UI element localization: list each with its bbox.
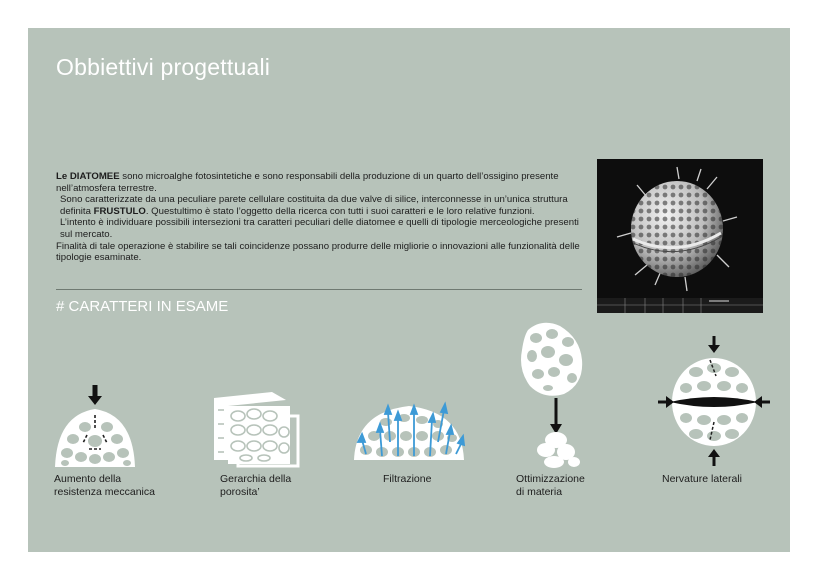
intro-p1-text: sono microalghe fotosintetiche e sono responsabili della produzione di un quarto dell’ossigino presente nell’atmosfera terrestre. <box>56 171 559 194</box>
page-panel <box>28 28 790 552</box>
intro-paragraph-3: L’intento è individuare possibili intersezioni tra caratteri peculiari delle diatomee e quelli di tipologie merceologiche presenti sul mercato. <box>60 217 579 240</box>
material-optimization-icon <box>518 320 586 468</box>
section-heading: # CARATTERI IN ESAME <box>56 298 229 315</box>
lateral-ribs-icon <box>656 336 772 466</box>
section-divider <box>56 289 582 290</box>
caption-resistenza-line1: Aumento della <box>54 473 122 485</box>
intro-bold-diatomee: Le DIATOMEE <box>56 171 120 182</box>
filtration-arrows-icon <box>352 398 466 462</box>
intro-paragraph-4: Finalità di tale operazione è stabilire se tali coincidenze possano produrre delle migliorie o innovazioni alle funzionalità delle tipologie esaminate. <box>56 240 580 264</box>
caption-ottimizzazione-line1: Ottimizzazione <box>516 473 585 485</box>
intro-bold-frustulo: FRUSTULO <box>93 205 146 217</box>
caption-resistenza-line2: resistenza meccanica <box>54 486 155 498</box>
intro-text <box>56 171 581 264</box>
diatom-sem-icon <box>597 159 763 313</box>
caption-nervature: Nervature laterali <box>662 473 742 485</box>
dome-pressure-icon <box>53 383 137 468</box>
caption-filtrazione: Filtrazione <box>383 473 432 485</box>
layered-porosity-icon <box>212 390 302 468</box>
intro-p2-text: Sono caratterizzate da una peculiare parete cellulare costituita da due valve di silice, interconnesse in un’unica struttura definita <box>60 194 568 217</box>
diatom-photo <box>597 159 763 313</box>
caption-resistenza <box>54 473 155 499</box>
intro-paragraph-2 <box>56 194 581 217</box>
intro-paragraph-1 <box>56 171 581 194</box>
caption-ottimizzazione <box>516 473 585 499</box>
intro-p2-end: . Questultimo è stato l’oggetto della ricerca con tutti i suoi caratteri e le loro relative funzioni. <box>145 205 535 217</box>
caption-ottimizzazione-line2: di materia <box>516 486 563 498</box>
caption-gerarchia-line2: porosita’ <box>220 486 260 498</box>
page-title: Obbiettivi progettuali <box>56 54 271 80</box>
caption-gerarchia <box>220 473 291 499</box>
caption-gerarchia-line1: Gerarchia della <box>220 473 292 485</box>
